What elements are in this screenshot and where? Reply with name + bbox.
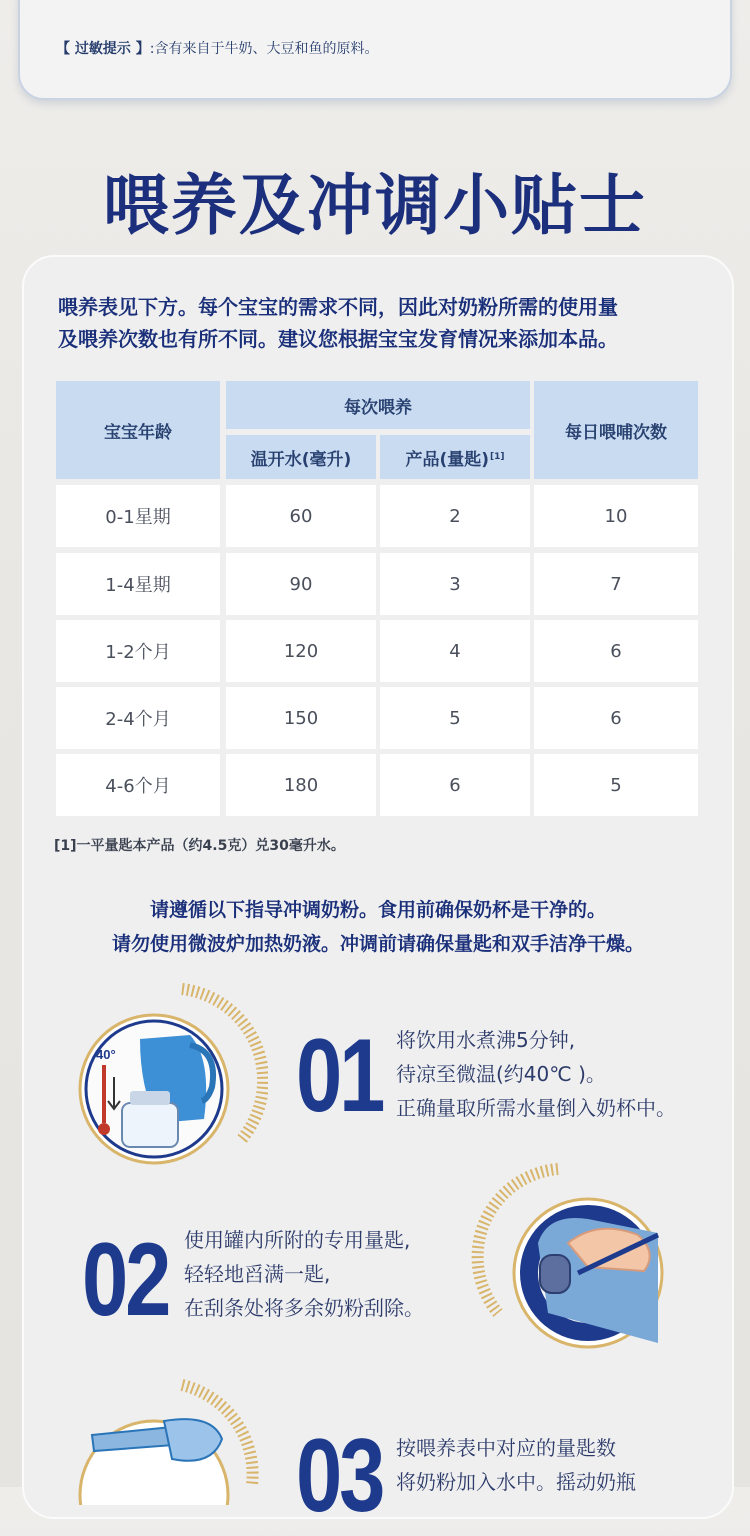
cell-daily: 6	[534, 620, 698, 682]
cell-product: 6	[380, 754, 530, 816]
step-2-line-2: 轻轻地舀满一匙,	[184, 1262, 331, 1286]
allergy-notice	[56, 38, 378, 58]
intro-line-1: 喂养表见下方。每个宝宝的需求不同，因此对奶粉所需的使用量	[58, 295, 618, 319]
header-per-feed: 每次喂养	[226, 381, 530, 429]
cell-product: 2	[380, 485, 530, 547]
step-2-line-1: 使用罐内所附的专用量匙,	[184, 1228, 411, 1252]
step-2-line-3: 在刮条处将多余奶粉刮除。	[184, 1296, 424, 1320]
feeding-tips-card	[22, 255, 734, 1534]
section-title: 喂养及冲调小贴士	[103, 167, 647, 244]
cell-age: 0-1星期	[56, 485, 220, 547]
step-1-line-2: 待凉至微温(约40℃ )。	[396, 1062, 606, 1086]
step-number-3: 03	[296, 1418, 383, 1534]
cell-daily: 7	[534, 553, 698, 615]
step-number-2: 02	[82, 1222, 169, 1338]
guide-line-2: 请勿使用微波炉加热奶液。冲调前请确保量匙和双手洁净干燥。	[111, 933, 644, 955]
table-footnote: [1]一平量匙本产品（约4.5克）兑30毫升水。	[54, 838, 345, 854]
cell-product: 4	[380, 620, 530, 682]
scoop-leveling-icon	[468, 1163, 668, 1353]
temperature-label: 40°	[96, 1047, 116, 1062]
scoop-powder-icon	[62, 1375, 268, 1505]
cell-age: 4-6个月	[56, 754, 220, 816]
cell-water: 120	[226, 620, 376, 682]
header-product	[380, 435, 530, 479]
step-2-text	[184, 1223, 424, 1325]
step-3-text	[396, 1431, 636, 1499]
step-3-line-1: 按喂养表中对应的量匙数	[396, 1436, 616, 1460]
cell-water: 180	[226, 754, 376, 816]
cell-product: 5	[380, 687, 530, 749]
step-number-1: 01	[296, 1018, 383, 1134]
cell-age: 1-4星期	[56, 553, 220, 615]
cell-product: 3	[380, 553, 530, 615]
cell-age: 2-4个月	[56, 687, 220, 749]
kettle-bottle-icon	[62, 979, 268, 1179]
allergy-text: :含有来自于牛奶、大豆和鱼的原料。	[149, 41, 379, 57]
header-product-label: 产品(量匙)	[405, 449, 490, 470]
guide-line-1: 请遵循以下指导冲调奶粉。食用前确保奶杯是干净的。	[149, 899, 606, 921]
cell-water: 90	[226, 553, 376, 615]
header-water: 温开水(毫升)	[226, 435, 376, 479]
intro-text	[58, 291, 708, 355]
cell-age: 1-2个月	[56, 620, 220, 682]
allergy-label: 【 过敏提示 】	[56, 41, 150, 57]
header-daily: 每日喂哺次数	[534, 381, 698, 479]
step-3-line-2: 将奶粉加入水中。摇动奶瓶	[396, 1470, 636, 1494]
step-1-text	[396, 1023, 676, 1125]
cell-daily: 5	[534, 754, 698, 816]
cell-water: 60	[226, 485, 376, 547]
step-1-line-1: 将饮用水煮沸5分钟,	[396, 1028, 576, 1052]
header-product-note: [1]	[490, 452, 505, 462]
header-age: 宝宝年龄	[56, 381, 220, 479]
cell-daily: 6	[534, 687, 698, 749]
step-1-line-3: 正确量取所需水量倒入奶杯中。	[396, 1096, 676, 1120]
allergy-card	[18, 0, 732, 100]
cell-daily: 10	[534, 485, 698, 547]
cell-water: 150	[226, 687, 376, 749]
intro-line-2: 及喂养次数也有所不同。建议您根据宝宝发育情况来添加本品。	[58, 327, 618, 351]
